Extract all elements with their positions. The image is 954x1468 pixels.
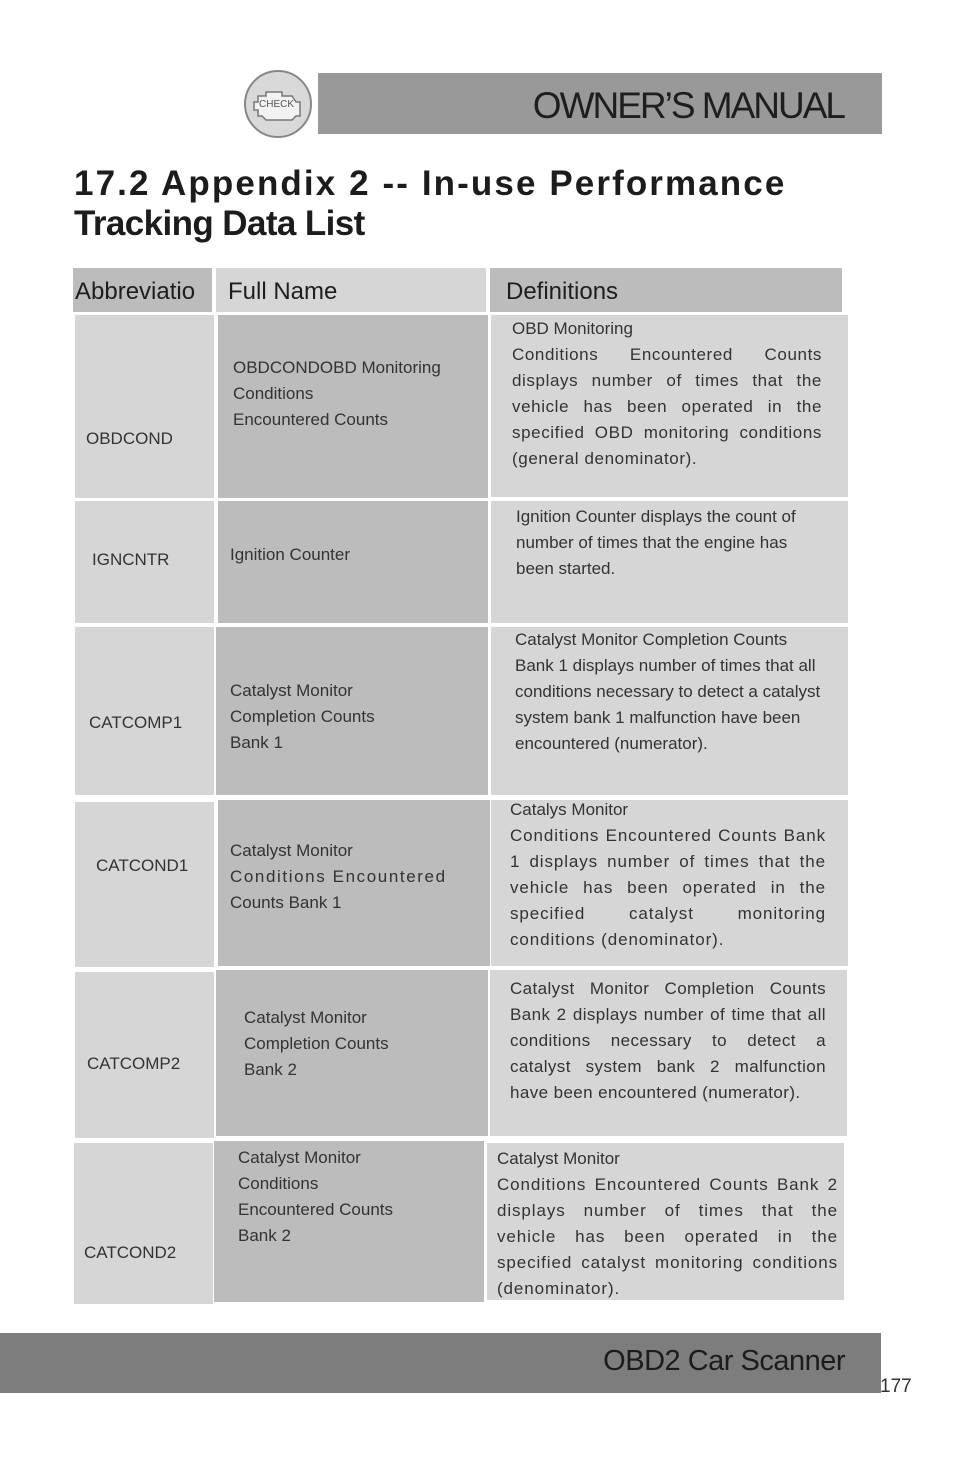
full-line: Bank 2: [238, 1226, 291, 1245]
column-header-definitions: Definitions: [490, 268, 842, 312]
table-row-abbr-cell: [75, 972, 214, 1138]
table-row-full-cell: [214, 1141, 484, 1302]
table-row-def-cell: [487, 1143, 844, 1300]
def-body: Catalyst Monitor Completion Counts Bank 1 displays number of times that all conditions necessary to detect a catalyst system bank 1 malfunction have been encountered (numerator).: [515, 630, 821, 753]
full-line: Conditions: [233, 384, 314, 403]
full-line: Bank 2: [244, 1060, 297, 1079]
table-row-abbr-cell: [75, 802, 214, 967]
def-title: OBD Monitoring: [512, 319, 633, 338]
def-body: Conditions Encountered Counts Bank 2 displays number of times that the vehicle has been operated in the specified catalyst monitoring conditions (denominator).: [497, 1175, 838, 1298]
table-row-def-cell: [491, 627, 848, 795]
table-row-def-cell: [490, 970, 847, 1136]
full-line: Encountered Counts: [238, 1200, 393, 1219]
table-row-abbr-cell: [75, 315, 214, 498]
full-line: Encountered Counts: [233, 410, 388, 429]
full-line: Conditions: [238, 1174, 319, 1193]
abbr-text: CATCOMP1: [89, 713, 183, 732]
table-row-full-cell: [216, 970, 488, 1136]
full-line: Counts Bank 1: [230, 893, 342, 912]
footer-bar: [0, 1333, 881, 1393]
section-title-line2: Tracking Data List: [74, 204, 365, 243]
table-row-abbr-cell: [74, 1143, 213, 1304]
def-body: Conditions Encountered Counts Bank 1 displays number of times that the vehicle has been operated in the specified catalyst monitoring conditions (denominator).: [510, 826, 826, 949]
header-bar: [318, 73, 882, 134]
table-row-def-cell: [491, 315, 848, 497]
table-row-full-cell: [216, 627, 488, 795]
manual-title: OWNER’S MANUAL: [532, 85, 844, 126]
abbr-text: OBDCOND: [86, 429, 173, 448]
abbr-text: CATCOND1: [96, 856, 189, 875]
def-body: Ignition Counter displays the count of number of times that the engine has been started.: [516, 507, 796, 578]
def-title: Catalys Monitor: [510, 800, 629, 819]
def-title: Catalyst Monitor: [497, 1149, 620, 1168]
full-line: Catalyst Monitor: [230, 841, 353, 860]
product-name: OBD2 Car Scanner: [603, 1345, 845, 1377]
def-body: Conditions Encountered Counts displays number of times that the vehicle has been operated in the specified OBD monitoring conditions (general denominator).: [512, 345, 822, 468]
full-line: OBDCONDOBD Monitoring: [233, 358, 441, 377]
abbr-text: CATCOND2: [84, 1243, 177, 1262]
table-row-full-cell: [218, 315, 488, 498]
table-row-full-cell: [218, 800, 490, 966]
check-engine-logo-icon: [244, 70, 312, 138]
full-line: Catalyst Monitor: [238, 1148, 361, 1167]
def-body: Catalyst Monitor Completion Counts Bank 2 displays number of time that all conditions necessary to detect a catalyst system bank 2 malfunction have been encountered (numerator).: [510, 979, 826, 1102]
table-row-def-cell: [491, 800, 848, 966]
abbr-text: IGNCNTR: [92, 550, 170, 569]
full-line: Catalyst Monitor: [230, 681, 353, 700]
full-line: Bank 1: [230, 733, 283, 752]
full-line: Conditions Encountered: [230, 867, 447, 886]
full-line: Completion Counts: [230, 707, 375, 726]
column-header-full-name: Full Name: [216, 268, 486, 312]
logo-text: CHECK: [259, 99, 295, 110]
full-line: Catalyst Monitor: [244, 1008, 367, 1027]
table-row-full-cell: [218, 501, 488, 623]
table-row-def-cell: [491, 501, 848, 623]
section-title-line1: 17.2 Appendix 2 -- In-use Performance: [74, 164, 787, 203]
table-row-abbr-cell: [75, 627, 214, 795]
full-line: Ignition Counter: [230, 545, 351, 564]
column-header-abbreviation: Abbreviatio: [73, 268, 212, 312]
full-line: Completion Counts: [244, 1034, 389, 1053]
abbr-text: CATCOMP2: [87, 1054, 181, 1073]
page-number: 177: [880, 1376, 912, 1397]
table-row-abbr-cell: [75, 501, 214, 623]
